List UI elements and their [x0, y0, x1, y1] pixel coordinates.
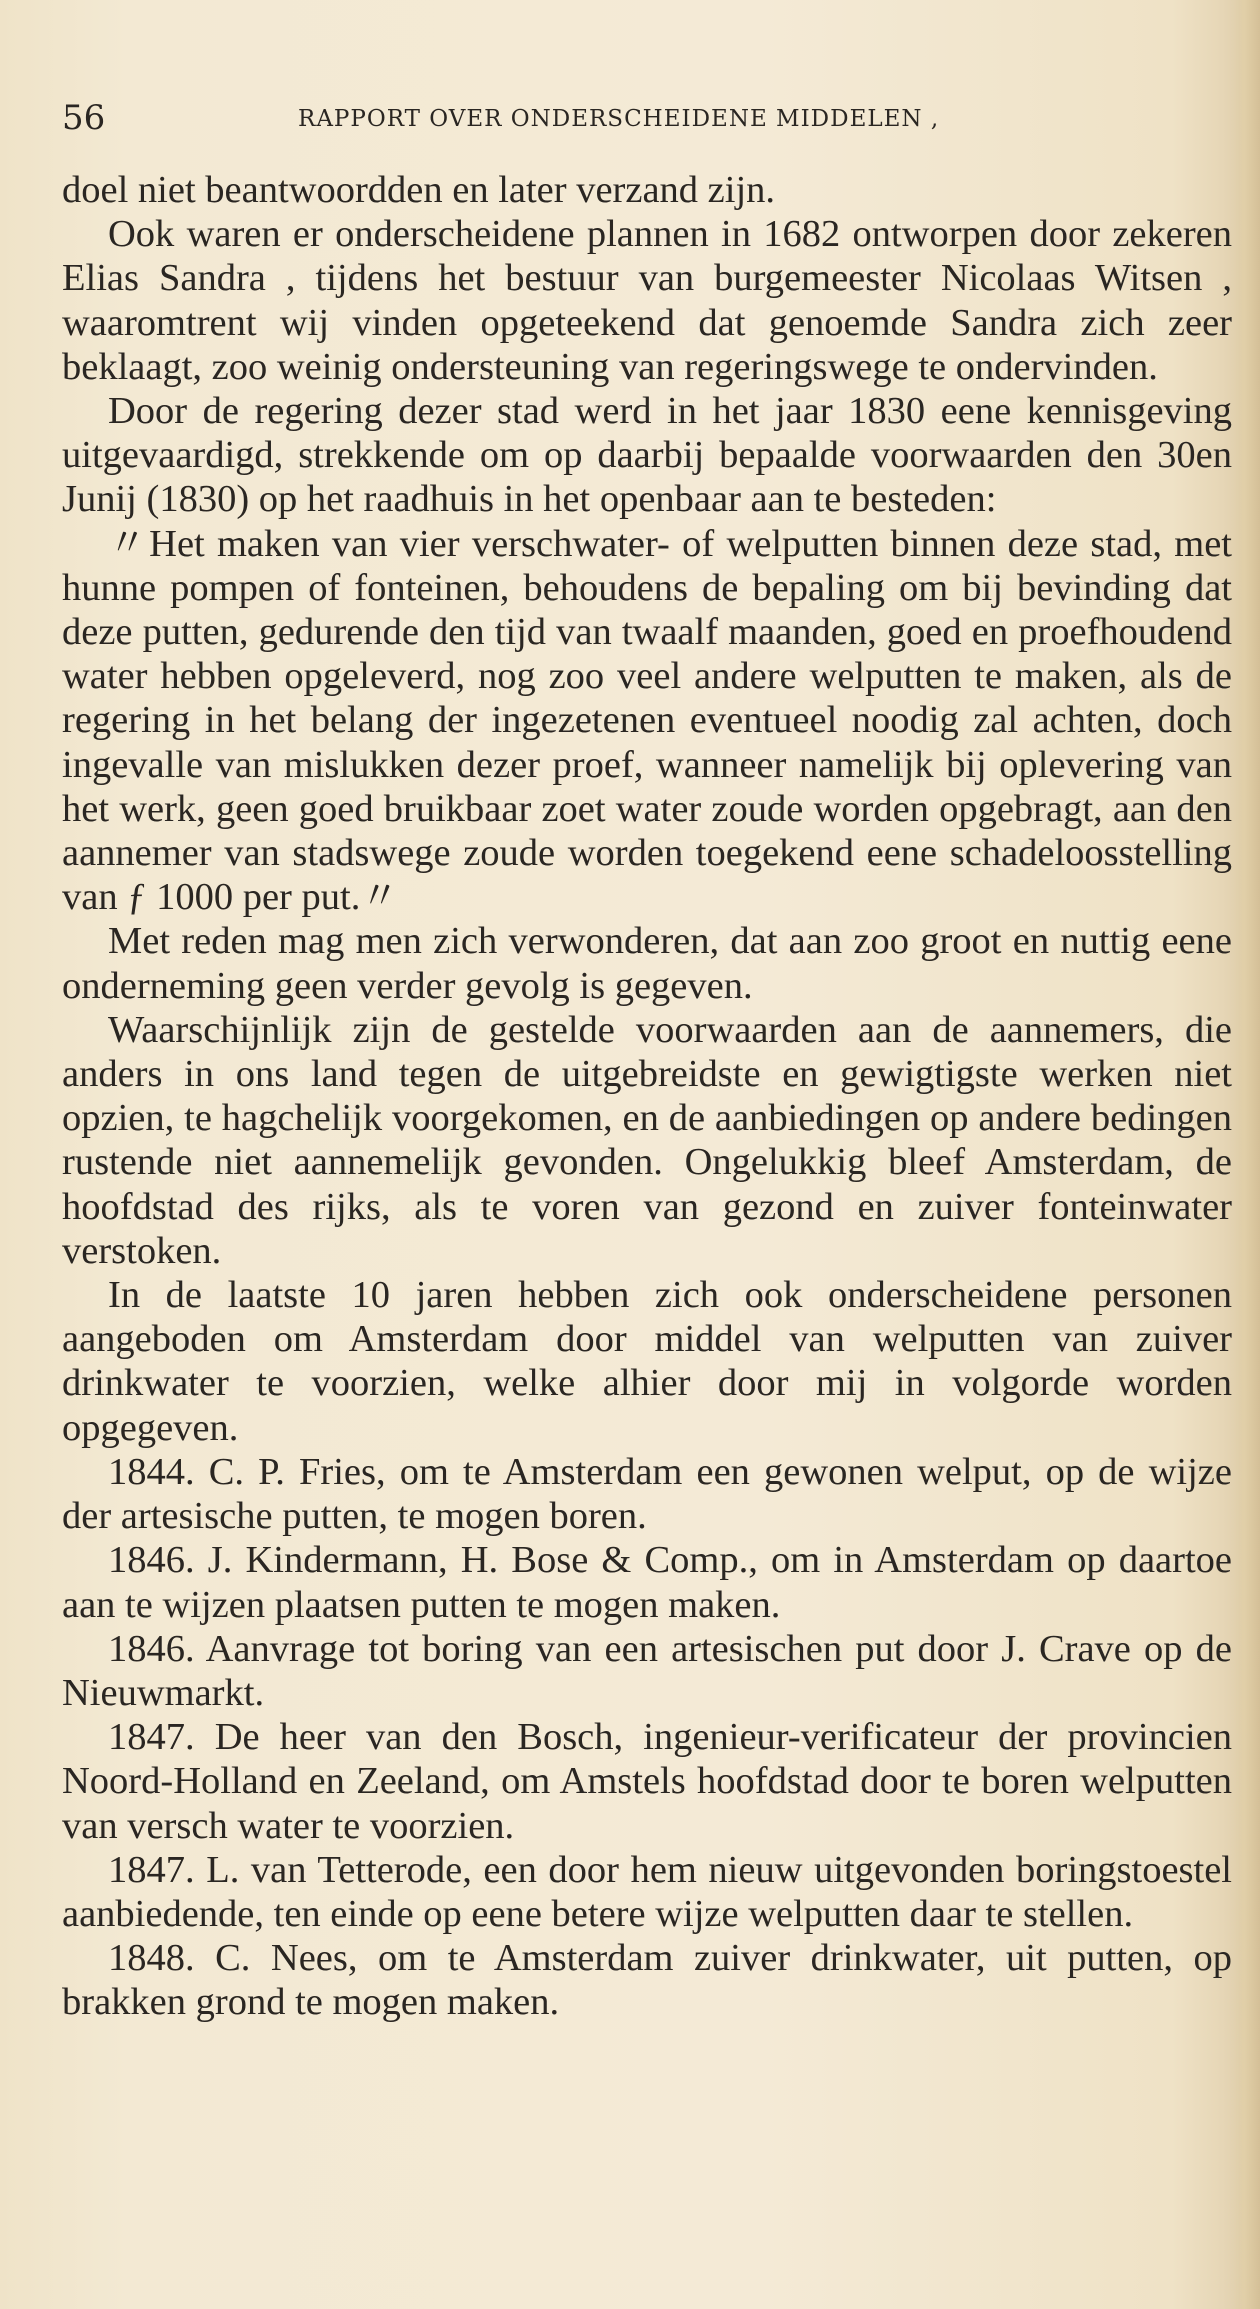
paragraph-7: In de laatste 10 jaren hebben zich ook onderscheidene personen aangeboden om Amsterdam door middel van welputten van zuiver drinkwater te voorzien, welke alhier door mij in volgorde worden opgegeven. — [62, 1274, 1232, 1449]
page-header — [62, 96, 1212, 140]
entry-1848: 1848. C. Nees, om te Amsterdam zuiver drinkwater, uit putten, op brakken grond te mogen maken. — [62, 1937, 1232, 2024]
paragraph-2: Ook waren er onderscheidene plannen in 1682 ontworpen door zekeren Elias Sandra , tijdens het bestuur van burgemeester Nicolaas Witsen , waaromtrent wij vinden opgeteekend dat genoemde Sandra zich zeer beklaagt, zoo weinig ondersteuning van regeringswege te ondervinden. — [62, 213, 1232, 388]
entry-1846-b: 1846. Aanvrage tot boring van een artesischen put door J. Crave op de Nieuwmarkt. — [62, 1627, 1232, 1714]
paragraph-5: Met reden mag men zich verwonderen, dat aan zoo groot en nuttig eene onderneming geen verder gevolg is gegeven. — [62, 920, 1232, 1007]
entry-1847-b: 1847. L. van Tetterode, een door hem nieuw uitgevonden boringstoestel aanbiedende, ten einde op eene betere wijze welputten daar te stellen. — [62, 1848, 1232, 1935]
entry-1844: 1844. C. P. Fries, om te Amsterdam een gewonen welput, op de wijze der artesische putten, te mogen boren. — [62, 1450, 1232, 1538]
paragraph-6: Waarschijnlijk zijn de gestelde voorwaarden aan de aannemers, die anders in ons land tegen de uitgebreidste en gewigtigste werken niet opzien, te hagchelijk voorgekomen, en de aanbiedingen op andere bedingen rustende niet aannemelijk gevonden. Ongelukkig bleef Amsterdam, de hoofdstad des rijks, als te voren van gezond en zuiver fonteinwater verstoken. — [62, 1008, 1232, 1272]
page-edge-shadow — [1234, 0, 1260, 2309]
paragraph-4-quotation: 〃Het maken van vier verschwater- of welputten binnen deze stad, met hunne pompen of fonteinen, behoudens de bepaling om bij bevinding dat deze putten, gedurende den tijd van twaalf maanden, goed en proefhoudend water hebben opgeleverd, nog zoo veel andere welputten te maken, als de regering in het belang der ingezetenen eventueel noodig zal achten, doch ingevalle van mislukken dezer proef, wanneer namelijk bij oplevering van het werk, geen goed bruikbaar zoet water zoude worden opgebragt, aan den aannemer van stadswege zoude worden toegekend eene schadeloosstelling van ƒ 1000 per put.〃 — [62, 522, 1232, 919]
entry-1846-a: 1846. J. Kindermann, H. Bose & Comp., om in Amsterdam op daartoe aan te wijzen plaatsen putten te mogen maken. — [62, 1539, 1232, 1626]
running-head: RAPPORT OVER ONDERSCHEIDENE MIDDELEN , — [298, 106, 940, 132]
paragraph-3: Door de regering dezer stad werd in het jaar 1830 eene kennisgeving uitgevaardigd, strekkende om op daarbij bepaalde voorwaarden den 30en Junij (1830) op het raadhuis in het openbaar aan te besteden: — [62, 390, 1232, 521]
entry-1847-a: 1847. De heer van den Bosch, ingenieur-verificateur der provincien Noord-Holland en Zeeland, om Amstels hoofdstad door te boren welputten van versch water te voorzien. — [62, 1716, 1232, 1847]
page-number: 56 — [62, 98, 106, 138]
paragraph-1: doel niet beantwoordden en later verzand zijn. — [62, 169, 776, 211]
body-text — [62, 168, 1232, 2025]
